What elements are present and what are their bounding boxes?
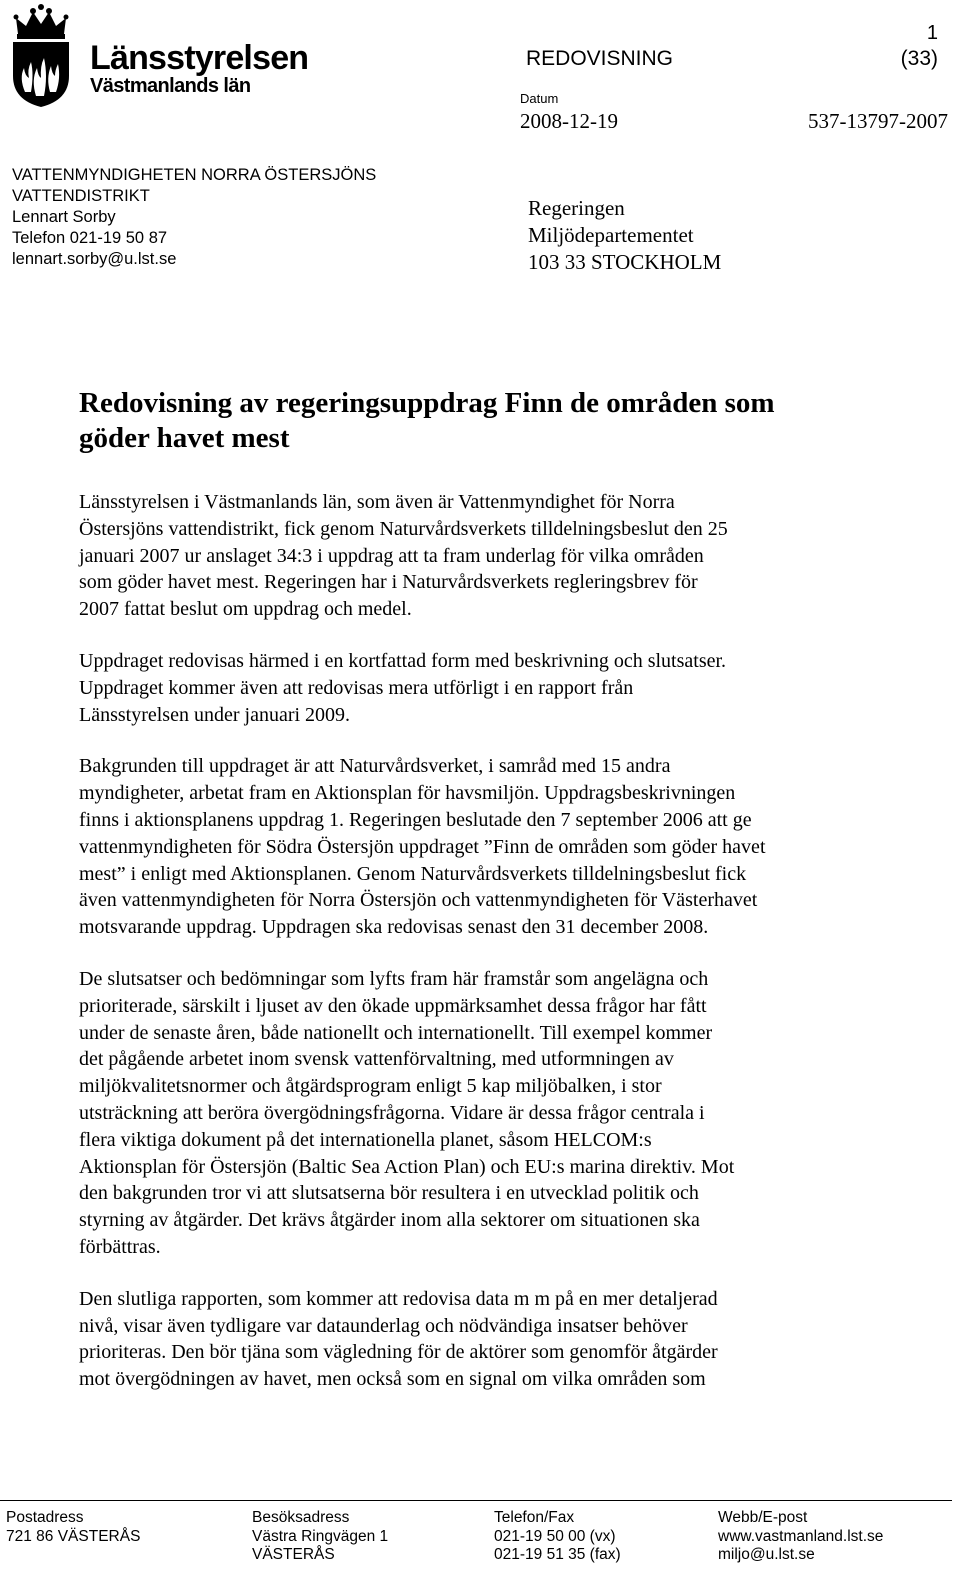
footer-postal-address — [6, 1509, 140, 1546]
text-line: 2007 fattat beslut om uppdrag och medel. — [79, 598, 412, 621]
recipient-line3: 103 33 STOCKHOLM — [528, 250, 722, 274]
text-line: Länsstyrelsen under januari 2009. — [79, 703, 351, 726]
page-total: (33) — [900, 47, 938, 70]
text-line: Aktionsplan för Östersjön (Baltic Sea Action Plan) och EU:s marina direktiv. Mot — [79, 1155, 735, 1178]
text-line: motsvarande uppdrag. Uppdragen ska redovisas senast den 31 december 2008. — [79, 916, 709, 939]
paragraph-4 — [79, 966, 879, 1261]
sender-org-line2: VATTENDISTRIKT — [12, 187, 150, 205]
text-line: den bakgrunden tror vi att slutsatserna bör resultera i en utvecklad politik och — [79, 1182, 699, 1205]
footer-web-email — [718, 1509, 883, 1565]
sender-org-line1: VATTENMYNDIGHETEN NORRA ÖSTERSJÖNS — [12, 166, 377, 184]
text-line: även vattenmyndigheten för Norra Östersjön och vattenmyndigheten för Västerhavet — [79, 889, 758, 912]
footer-web-label: Webb/E-post — [718, 1509, 808, 1526]
text-line: prioriteras. Den bör tjäna som vägledning för de aktörer som genomför åtgärder — [79, 1341, 718, 1364]
paragraph-3 — [79, 753, 879, 941]
text-line: Bakgrunden till uppdraget är att Naturvårdsverket, i samråd med 15 andra — [79, 755, 671, 778]
text-line: prioriterade, särskilt i ljuset av den ökade uppmärksamhet dessa frågor har fått — [79, 994, 707, 1017]
paragraph-1 — [79, 489, 879, 623]
text-line: De slutsatser och bedömningar som lyfts fram här framstår som angelägna och — [79, 967, 709, 990]
logo-county: Västmanlands län — [90, 75, 251, 97]
footer-email-link[interactable]: miljo@u.lst.se — [718, 1546, 815, 1563]
body-text — [79, 489, 879, 1418]
page-title — [79, 386, 879, 456]
logo — [10, 4, 309, 110]
text-line: finns i aktionsplanens uppdrag 1. Regeringen beslutade den 7 september 2006 att ge — [79, 808, 752, 831]
footer-divider — [0, 1500, 952, 1501]
logo-name: Länsstyrelsen — [90, 39, 309, 77]
footer-phone-label: Telefon/Fax — [494, 1509, 575, 1526]
text-line: mest” i enligt med Aktionsplanen. Genom Naturvårdsverkets tilldelningsbeslut fick — [79, 862, 747, 885]
text-line: Den slutliga rapporten, som kommer att redovisa data m m på en mer detaljerad — [79, 1287, 718, 1310]
footer-postal-line1: 721 86 VÄSTERÅS — [6, 1527, 141, 1545]
text-line: Uppdraget redovisas härmed i en kortfattad form med beskrivning och slutsatser. — [79, 649, 727, 672]
footer-visit-address — [252, 1509, 388, 1565]
sender-block — [12, 165, 376, 270]
sender-email: lennart.sorby@u.lst.se — [12, 250, 177, 268]
text-line: det pågående arbetet inom svensk vattenförvaltning, med utformningen av — [79, 1048, 674, 1071]
text-line: flera viktiga dokument på det internationella planet, såsom HELCOM:s — [79, 1128, 652, 1151]
footer-visit-label: Besöksadress — [252, 1509, 350, 1526]
title-line2: göder havet mest — [79, 422, 290, 454]
sender-phone: Telefon 021-19 50 87 — [12, 229, 168, 247]
coat-of-arms-icon — [10, 4, 72, 108]
text-line: förbättras. — [79, 1235, 161, 1258]
text-line: under de senaste åren, både nationellt och internationellt. Till exempel kommer — [79, 1021, 713, 1044]
footer-visit-line2: VÄSTERÅS — [252, 1546, 335, 1563]
text-line: mot övergödningen av havet, men också som en signal om vilka områden som — [79, 1368, 706, 1391]
footer-postal-label: Postadress — [6, 1509, 84, 1526]
paragraph-5 — [79, 1286, 879, 1393]
text-line: miljökvalitetsnormer och åtgärdsprogram enligt 5 kap miljöbalken, i stor — [79, 1075, 662, 1098]
text-line: Östersjöns vattendistrikt, fick genom Naturvårdsverkets tilldelningsbeslut den 25 — [79, 517, 728, 540]
document-date: 2008-12-19 — [520, 109, 618, 133]
footer-visit-line1: Västra Ringvägen 1 — [252, 1527, 389, 1545]
text-line: styrning av åtgärder. Det krävs åtgärder inom alla sektorer om situationen ska — [79, 1209, 700, 1232]
recipient-line1: Regeringen — [528, 196, 625, 220]
text-line: nivå, visar även tydligare var dataunderlag och nödvändiga insatser behöver — [79, 1314, 688, 1337]
text-line: som göder havet mest. Regeringen har i Naturvårdsverkets regleringsbrev för — [79, 571, 698, 594]
text-line: januari 2007 ur anslaget 34:3 i uppdrag att ta fram underlag för vilka områden — [79, 544, 704, 567]
logo-wordmark — [90, 40, 308, 97]
paragraph-2 — [79, 648, 879, 728]
recipient-block — [528, 195, 721, 276]
page-number: 1 — [926, 22, 938, 44]
diarie-number: 537-13797-2007 — [808, 109, 948, 133]
recipient-line2: Miljödepartementet — [528, 223, 694, 247]
footer-phone-line1: 021-19 50 00 (vx) — [494, 1527, 616, 1545]
footer-web-link[interactable]: www.vastmanland.lst.se — [718, 1527, 884, 1545]
footer-phone-line2: 021-19 51 35 (fax) — [494, 1546, 621, 1563]
date-label: Datum — [520, 91, 559, 106]
sender-name: Lennart Sorby — [12, 208, 116, 226]
text-line: Uppdraget kommer även att redovisas mera utförligt i en rapport från — [79, 676, 634, 699]
text-line: utsträckning att beröra övergödningsfrågorna. Vidare är dessa frågor centrala i — [79, 1101, 705, 1124]
text-line: vattenmyndigheten för Södra Östersjön uppdraget ”Finn de områden som göder havet — [79, 835, 766, 858]
text-line: Länsstyrelsen i Västmanlands län, som även är Vattenmyndighet för Norra — [79, 491, 675, 513]
title-line1: Redovisning av regeringsuppdrag Finn de områden som — [79, 387, 775, 419]
footer-phone-fax — [494, 1509, 621, 1565]
text-line: myndigheter, arbetat fram en Aktionsplan för havsmiljön. Uppdragsbeskrivningen — [79, 782, 736, 805]
document-type: REDOVISNING — [526, 47, 674, 70]
